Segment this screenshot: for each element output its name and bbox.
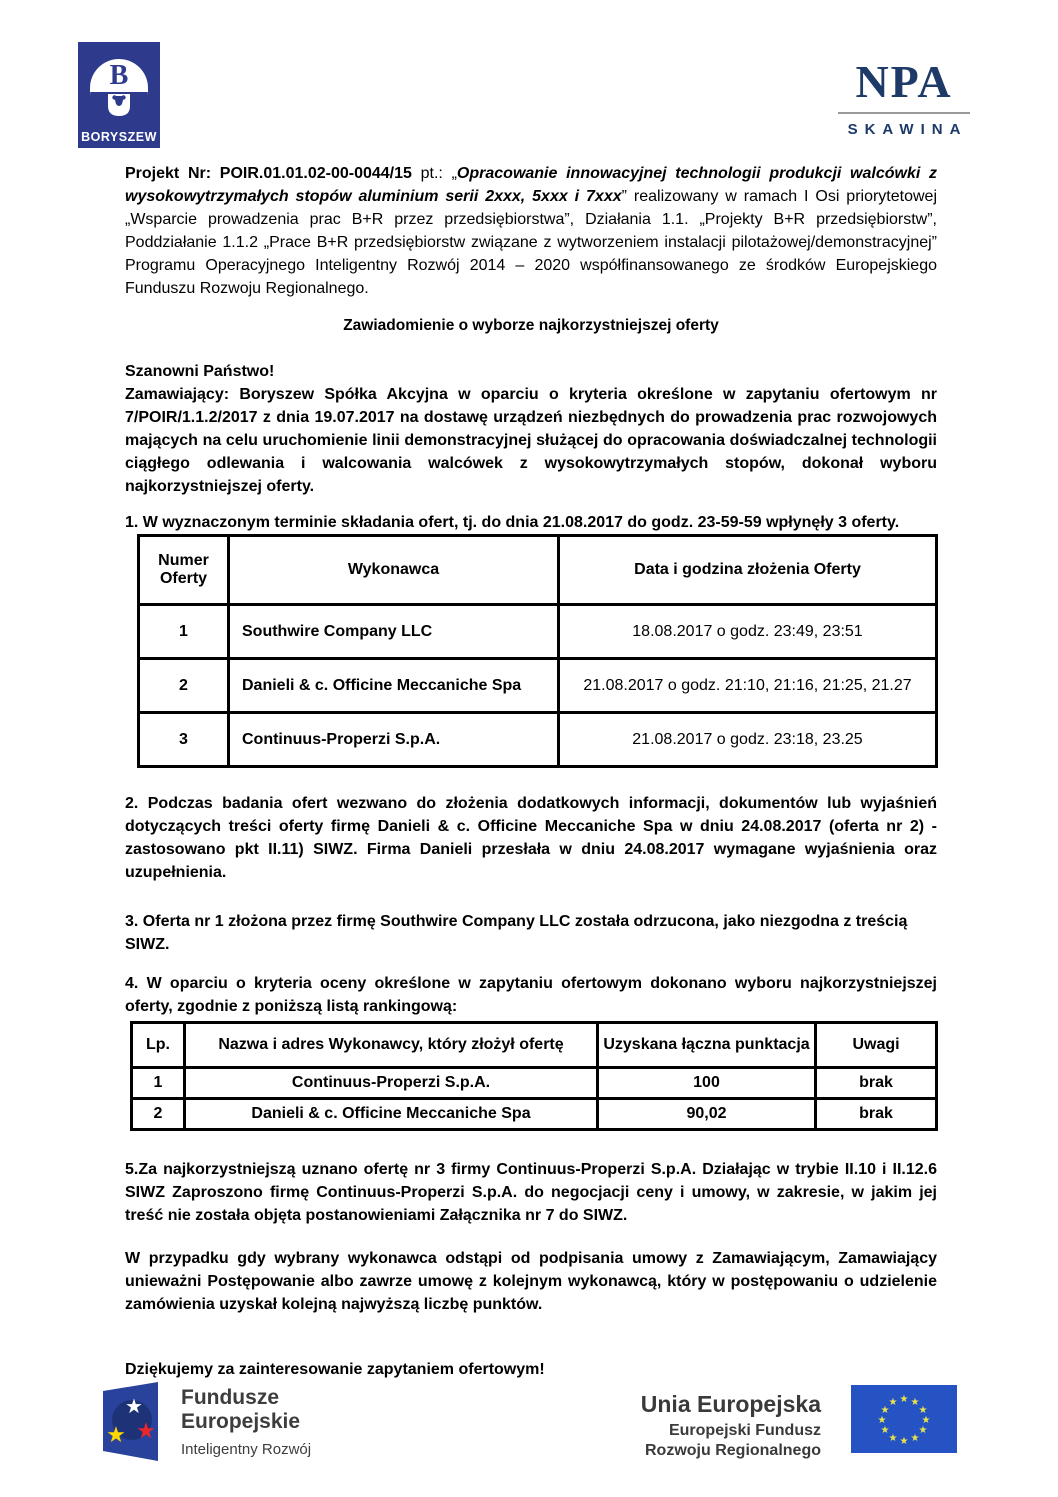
svg-text:★: ★	[888, 1433, 898, 1444]
offer-company: Continuus-Properzi S.p.A.	[229, 713, 559, 767]
ranking-points: 100	[598, 1068, 816, 1099]
npa-logo-divider	[838, 112, 970, 114]
table-row	[132, 1068, 937, 1099]
svg-text:★: ★	[910, 1397, 920, 1408]
svg-text:★: ★	[880, 1425, 890, 1436]
svg-text:★: ★	[877, 1415, 887, 1426]
npa-logo-text: NPA	[855, 56, 953, 107]
document-body	[125, 162, 937, 1381]
svg-text:★: ★	[918, 1425, 928, 1436]
withdraw-paragraph: W przypadku gdy wybrany wykonawca odstąpi od podpisania umowy z Zamawiającym, Zamawiający unieważni Postępowanie albo zawrze umowę z kolejnym wykonawcą, który w postępowaniu o udzielenie zamówienia uzyskał kolejną najwyższą liczbę punktów.	[125, 1250, 937, 1313]
fundusze-line2: Europejskie	[181, 1410, 301, 1433]
offer-number: 2	[139, 659, 229, 713]
svg-text:★: ★	[106, 1422, 126, 1447]
section4-heading: 4. W oparciu o kryteria oceny określone w zapytaniu ofertowym dokonano wyboru najkorzystniejszej oferty, zgodnie z poniższą listą rankingową:	[125, 975, 937, 1015]
ranking-notes: brak	[816, 1099, 937, 1130]
offer-datetime: 21.08.2017 o godz. 21:10, 21:16, 21:25, 21.27	[559, 659, 937, 713]
ranking-lp: 2	[132, 1099, 185, 1130]
svg-text:★: ★	[880, 1405, 890, 1416]
offers-table	[137, 534, 938, 768]
unia-europejska-logo	[641, 1385, 957, 1461]
ranking-table	[130, 1021, 938, 1131]
eu-flag-icon	[851, 1385, 957, 1453]
boryszew-emblem-icon	[78, 42, 160, 148]
offer-number: 3	[139, 713, 229, 767]
offers-header-data: Data i godzina złożenia Oferty	[559, 536, 937, 605]
table-row	[132, 1099, 937, 1130]
ranking-header-lp: Lp.	[132, 1023, 185, 1068]
unia-line3: Rozwoju Regionalnego	[645, 1442, 821, 1459]
svg-text:★: ★	[910, 1433, 920, 1444]
table-row	[139, 713, 937, 767]
section3-paragraph: 3. Oferta nr 1 złożona przez firmę Southwire Company LLC została odrzucona, jako niezgodna z treścią SIWZ.	[125, 913, 908, 953]
svg-text:★: ★	[125, 1396, 143, 1418]
svg-text:B: B	[109, 60, 129, 91]
table-row	[139, 659, 937, 713]
project-number: Projekt Nr: POIR.01.01.02-00-0044/15	[125, 165, 412, 182]
svg-text:★: ★	[136, 1418, 156, 1443]
section2-paragraph: 2. Podczas badania ofert wezwano do złożenia dodatkowych informacji, dokumentów lub wyjaśnień dotyczących treści oferty firmę Danieli & c. Officine Meccaniche Spa w dniu 24.08.2017 (oferta nr 2) - zastosowano pkt II.11) SIWZ. Firma Danieli przesłała w dniu 24.08.2017 wymagane wyjaśnienia oraz uzupełnienia.	[125, 795, 937, 881]
offers-header-numer: Numer Oferty	[139, 536, 229, 605]
offer-datetime: 21.08.2017 o godz. 23:18, 23.25	[559, 713, 937, 767]
page-title: Zawiadomienie o wyborze najkorzystniejszej oferty	[343, 317, 719, 334]
ranking-notes: brak	[816, 1068, 937, 1099]
ranking-lp: 1	[132, 1068, 185, 1099]
offer-number: 1	[139, 605, 229, 659]
unia-line1: Unia Europejska	[640, 1391, 821, 1417]
ranking-header-uwagi: Uwagi	[816, 1023, 937, 1068]
svg-text:★: ★	[888, 1397, 898, 1408]
npa-skawina-logo	[836, 58, 972, 138]
paragraph-zamawiajacy: Zamawiający: Boryszew Spółka Akcyjna w oparciu o kryteria określone w zapytaniu ofertowym nr 7/POIR/1.1.2/2017 z dnia 19.07.2017 na dostawę urządzeń niezbędnych do prowadzenia prac rozwojowych mających na celu uruchomienie linii demonstracyjnej służącej do opracowania doświadczalnej technologii ciągłego odlewania i walcowania walcówek z wysokowytrzymałych stopów, dokonał wyboru najkorzystniejszej oferty.	[125, 386, 937, 495]
intro-rest: ” realizowany w ramach I Osi priorytetowej „Wsparcie prowadzenia prac B+R przez przedsiębiorstwa”, Działania 1.1. „Projekty B+R przedsiębiorstw”, Poddziałanie 1.1.2 „Prace B+R przedsiębiorstw związane z wytworzeniem instalacji pilotażowej/demonstracyjnej” Programu Operacyjnego Inteligentny Rozwój 2014 – 2020 współfinansowanego ze środków Europejskiego Funduszu Rozwoju Regionalnego.	[125, 188, 938, 297]
fundusze-line1: Fundusze	[181, 1386, 279, 1409]
ranking-company: Danieli & c. Officine Meccaniche Spa	[185, 1099, 598, 1130]
intro-paragraph	[125, 162, 937, 300]
ranking-table-header-row	[132, 1023, 937, 1068]
boryszew-logo	[78, 42, 160, 148]
offer-datetime: 18.08.2017 o godz. 23:49, 23:51	[559, 605, 937, 659]
fundusze-line3: Inteligentny Rozwój	[181, 1441, 312, 1458]
thanks-line: Dziękujemy za zainteresowanie zapytaniem ofertowym!	[125, 1361, 545, 1378]
offers-header-wykonawca: Wykonawca	[229, 536, 559, 605]
section1-heading: 1. W wyznaczonym terminie składania ofert, tj. do dnia 21.08.2017 do godz. 23-59-59 wpłynęły 3 oferty.	[125, 514, 900, 531]
svg-text:★: ★	[899, 1436, 909, 1447]
ranking-header-nazwa: Nazwa i adres Wykonawcy, który złożył ofertę	[185, 1023, 598, 1068]
svg-text:★: ★	[921, 1415, 931, 1426]
project-title: Opracowanie innowacyjnej technologii produkcji walcówki z wysokowytrzymałych stopów aluminium serii 2xxx, 5xxx i 7xxx	[125, 165, 938, 205]
fundusze-flag-icon	[95, 1380, 165, 1466]
intro-pt: pt.: „	[411, 165, 457, 182]
npa-logo-subtitle: SKAWINA	[847, 121, 968, 138]
svg-text:BORYSZEW: BORYSZEW	[81, 130, 157, 144]
ranking-header-punktacja: Uzyskana łączna punktacja	[598, 1023, 816, 1068]
unia-line2: Europejski Fundusz	[668, 1422, 821, 1439]
offer-company: Southwire Company LLC	[229, 605, 559, 659]
svg-text:★: ★	[899, 1394, 909, 1405]
table-row	[139, 605, 937, 659]
ranking-company: Continuus-Properzi S.p.A.	[185, 1068, 598, 1099]
section5-paragraph: 5.Za najkorzystniejszą uznano ofertę nr 3 firmy Continuus-Properzi S.p.A. Działając w trybie II.10 i II.12.6 SIWZ Zaproszono firmę Continuus-Properzi S.p.A. do negocjacji ceny i umowy, w zakresie, w jakim jej treść nie została objęta postanowieniami Załącznika nr 7 do SIWZ.	[125, 1161, 937, 1224]
offers-table-header-row	[139, 536, 937, 605]
fundusze-europejskie-logo	[95, 1380, 311, 1466]
greeting: Szanowni Państwo!	[125, 363, 275, 380]
svg-text:★: ★	[918, 1405, 928, 1416]
offer-company: Danieli & c. Officine Meccaniche Spa	[229, 659, 559, 713]
ranking-points: 90,02	[598, 1099, 816, 1130]
